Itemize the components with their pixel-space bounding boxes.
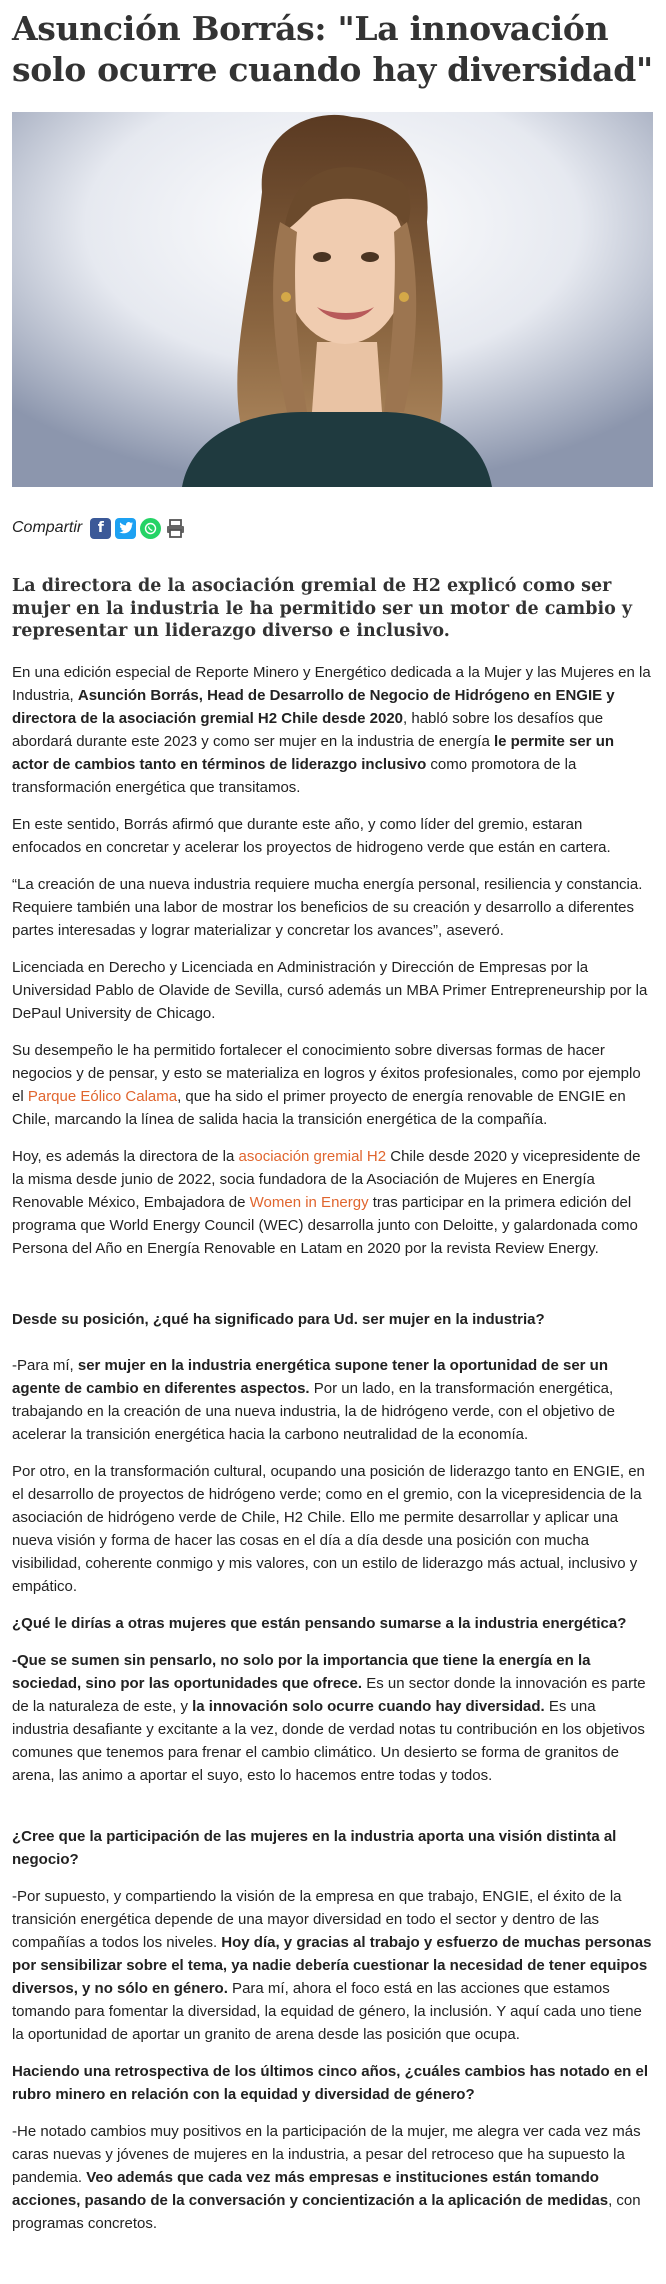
question-4: Haciendo una retrospectiva de los últimos cinco años, ¿cuáles cambios has notado en el rubro minero en relación con la equidad y diversidad de género? (12, 2062, 649, 2103)
answer-1-continued: Por otro, en la transformación cultural, ocupando una posición de liderazgo tanto en ENGIE, en el desarrollo de proyectos de hidrógeno verde; como en el gremio, con la vicepresidencia de la asociación de hidrógeno verde de Chile, H2 Chile. Ello me permite desarrollar y aplicar una nueva visión y forma de hacer las cosas en el día a día desde una posición con mucha visibilidad, coherente conmigo y mis valores, con un estilo de liderazgo más actual, inclusivo y empático. (12, 1462, 645, 1595)
text: Hoy, es además la directora de la (12, 1147, 239, 1165)
text: -Para mí, (12, 1356, 78, 1374)
bold-text: Veo además que cada vez más empresas e instituciones están tomando acciones, pasando de la conversación y concientización a la aplicación de medidas (12, 2168, 609, 2209)
bold-text: la innovación solo ocurre cuando hay diversidad. (192, 1697, 545, 1715)
text: Su desempeño le ha permitido fortalecer el conocimiento sobre diversas formas de hacer negocios y de pensar, y esto se materializa en logros y éxitos profesionales, como por ejemplo el (12, 1041, 641, 1105)
paragraph-2: En este sentido, Borrás afirmó que durante este año, y como líder del gremio, estaran enfocados en concretar y acelerar los proyectos de hidrogeno verde que están en cartera. (12, 815, 611, 856)
bold-text: le permite ser un actor de cambios tanto en términos de liderazgo inclusivo (12, 732, 615, 773)
share-label: Compartir (12, 519, 83, 536)
text: , habló sobre los desafíos que abordará durante este 2023 y como ser mujer en la industria de energía (12, 709, 604, 750)
whatsapp-icon[interactable] (140, 518, 161, 539)
question-3: ¿Cree que la participación de las mujeres en la industria aporta una visión distinta al negocio? (12, 1827, 617, 1868)
text: como promotora de la transformación energética que transitamos. (12, 755, 577, 796)
paragraph-6 (12, 1145, 654, 1260)
text: Para mí, ahora el foco está en las acciones que estamos tomando para fomentar la diversidad, la equidad de género, la inclusión. Y aquí cada uno tiene la oportunidad de aportar un granito de arena desde las posición que ocupa. (12, 1979, 642, 2043)
bold-text: ser mujer en la industria energética supone tener la oportunidad de ser un agente de cambio en diferentes aspectos. (12, 1356, 608, 1397)
bold-text: Hoy día, y gracias al trabajo y esfuerzo de muchas personas por sensibilizar sobre el tema, ya nadie debería cuestionar la necesidad de tener equipos diversos, y no sólo en género. (12, 1933, 652, 1997)
text: -He notado cambios muy positivos en la participación de la mujer, me alegra ver cada vez más caras nuevas y jóvenes de mujeres en la industria, a pesar del retroceso que ha supuesto la pandemia. (12, 2122, 641, 2186)
link-women-in-energy[interactable]: Women in Energy (249, 1193, 369, 1211)
paragraph-intro (12, 661, 654, 799)
text: Es una industria desafiante y excitante a la vez, donde de verdad notas tu contribución en los objetivos comunes que tenemos para frenar el cambio climático. Un desierto se forma de granitos de arena, las animo a aportar el suyo, esto lo hacemos entre todas y todos. (12, 1697, 645, 1784)
question-2: ¿Qué le dirías a otras mujeres que están pensando sumarse a la industria energética? (12, 1614, 627, 1632)
article-title: Asunción Borrás: "La innovación solo ocurre cuando hay diversidad" (12, 9, 653, 89)
text: Por un lado, en la transformación energética, trabajando en la creación de una nueva industria, la de hidrógeno verde, con el objetivo de acelerar la transición energética hacia la carbono neutralidad de la economía. (12, 1379, 615, 1443)
question-1: Desde su posición, ¿qué ha significado para Ud. ser mujer en la industria? (12, 1310, 545, 1328)
answer-1 (12, 1354, 654, 1446)
portrait-illustration (12, 112, 653, 487)
bold-text: -Que se sumen sin pensarlo, no solo por la importancia que tiene la energía en la sociedad, sino por las oportunidades que ofrece. (12, 1651, 591, 1692)
text: En una edición especial de Reporte Minero y Energético dedicada a la Mujer y las Mujeres en la Industria, (12, 663, 651, 704)
text: , con programas concretos. (12, 2191, 641, 2232)
text: -Por supuesto, y compartiendo la visión de la empresa en que trabajo, ENGIE, el éxito de la transición energética depende de una mayor diversidad en todo el sector y dentro de las compañías a todos los niveles. (12, 1887, 622, 1951)
paragraph-quote: “La creación de una nueva industria requiere mucha energía personal, resiliencia y constancia. Requiere también una labor de mostrar los beneficios de su creación y desarrollo a diferentes partes interesadas y lograr materializar y concretar los avances”, aseveró. (12, 875, 643, 939)
answer-2 (12, 1649, 654, 1787)
twitter-icon[interactable] (115, 518, 136, 539)
share-bar (12, 515, 654, 541)
portrait-photo (12, 112, 653, 487)
answer-3 (12, 1885, 654, 2046)
answer-4 (12, 2120, 654, 2235)
facebook-icon[interactable]: f (90, 518, 111, 539)
text: tras participar en la primera edición del programa que World Energy Council (WEC) desarrolla junto con Deloitte, y galardonada como Persona del Año en Energía Renovable en Latam en 2020 por la revista Review Energy. (12, 1193, 638, 1257)
link-parque-eolico-calama[interactable]: Parque Eólico Calama (27, 1087, 178, 1105)
print-icon[interactable] (165, 518, 186, 539)
text: Es un sector donde la innovación es parte de la naturaleza de este, y (12, 1674, 646, 1715)
paragraph-5 (12, 1039, 654, 1131)
bold-text: Asunción Borrás, Head de Desarrollo de Negocio de Hidrógeno en ENGIE y directora de la asociación gremial H2 Chile desde 2020 (12, 686, 615, 727)
text: Chile desde 2020 y vicepresidente de la misma desde junio de 2022, socia fundadora de la Asociación de Mujeres en Energía Renovable México, Embajadora de (12, 1147, 641, 1211)
text: , que ha sido el primer proyecto de energía renovable de ENGIE en Chile, marcando la línea de salida hacia la transición energética de la compañía. (12, 1087, 626, 1128)
paragraph-education: Licenciada en Derecho y Licenciada en Administración y Dirección de Empresas por la Universidad Pablo de Olavide de Sevilla, cursó además un MBA Primer Entrepreneurship por la DePaul University de Chicago. (12, 958, 648, 1022)
article-lead: La directora de la asociación gremial de H2 explicó como ser mujer en la industria le ha permitido ser un motor de cambio y representar un liderazgo diverso e inclusivo. (12, 576, 633, 641)
link-asociacion-gremial-h2[interactable]: asociación gremial H2 (238, 1147, 387, 1165)
